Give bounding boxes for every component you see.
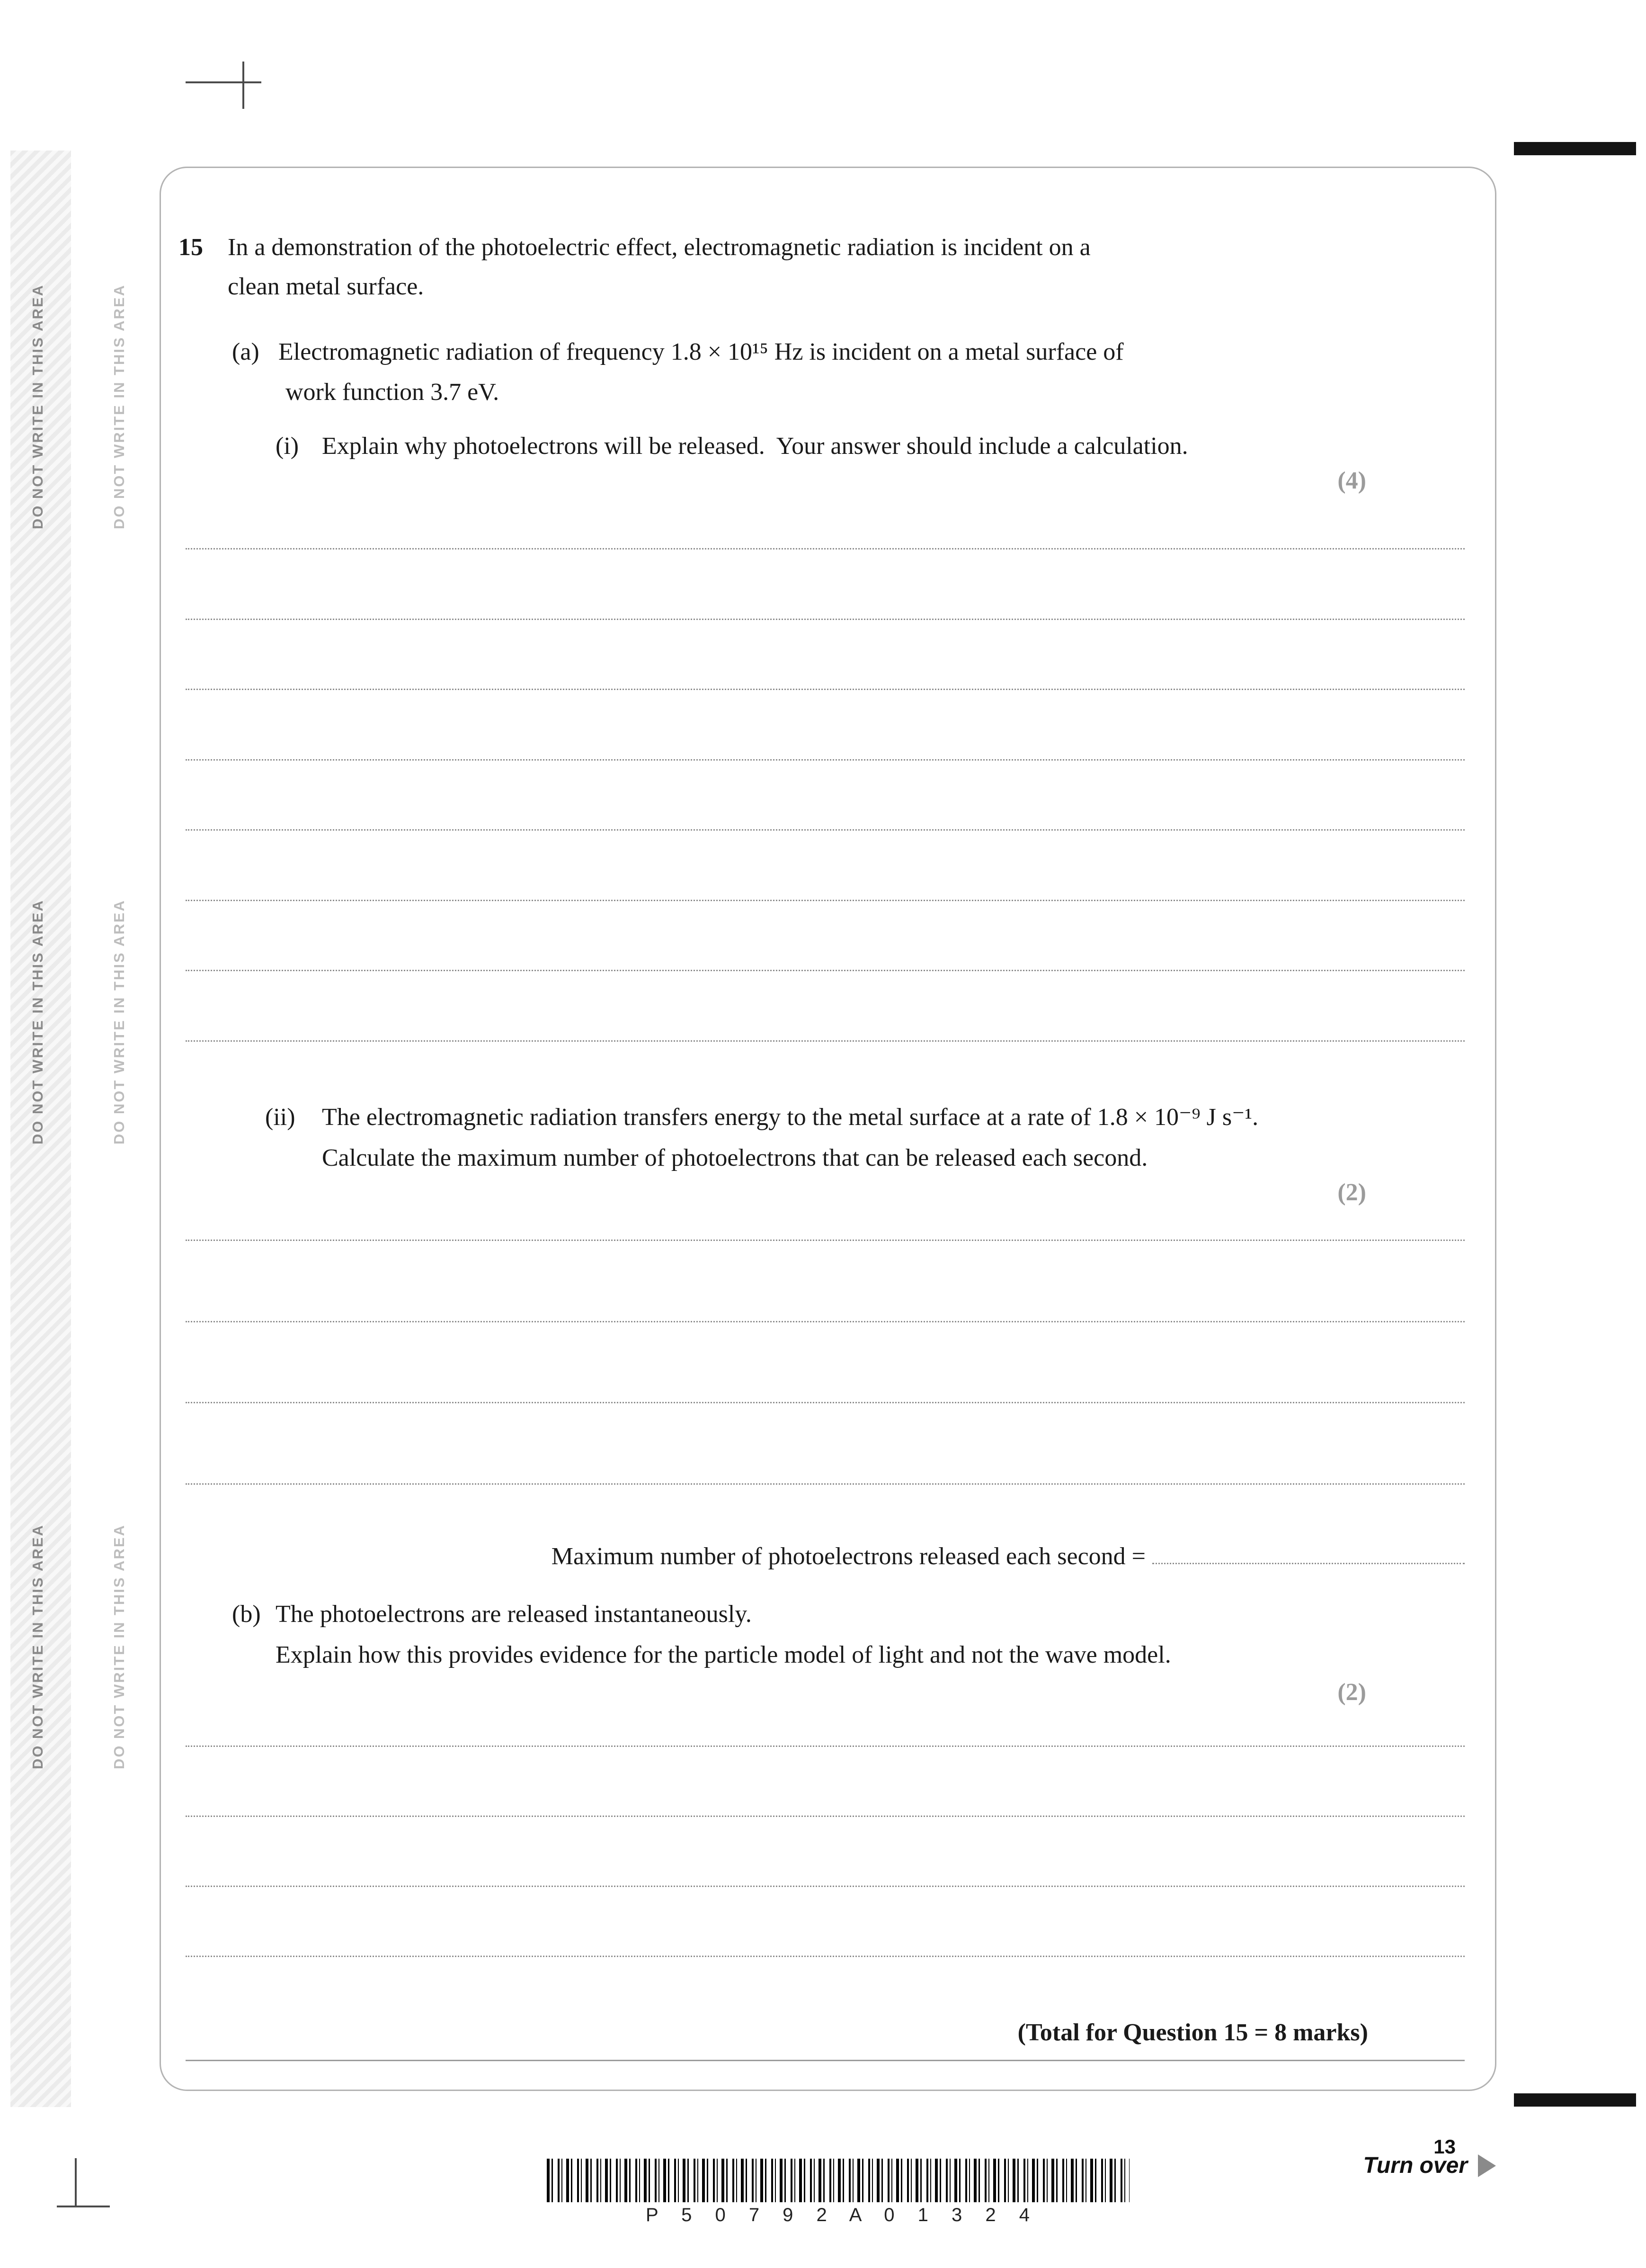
answer-line [186,1040,1465,1042]
registration-bar-bottom-right [1514,2093,1636,2107]
crop-mark-top-left-vertical [242,62,244,109]
part-a-ii-line1: The electromagnetic radiation transfers energy to the metal surface at a rate of 1.8 × 10⁻⁹ J s⁻¹. [322,1104,1259,1131]
part-a-ii-marks: (2) [1337,1179,1366,1206]
crop-mark-bottom-left-horizontal [57,2206,110,2207]
do-not-write-warning: DO NOT WRITE IN THIS AREA [111,284,127,530]
part-a-i-marks: (4) [1337,467,1366,494]
turn-over-label: Turn over [1363,2153,1468,2178]
answer-line [186,759,1465,761]
registration-bar-top-right [1514,142,1636,155]
answer-line [186,1321,1465,1322]
do-not-write-warning: DO NOT WRITE IN THIS AREA [29,1524,46,1770]
question-intro-line2: clean metal surface. [228,273,424,300]
answer-line [186,1956,1465,1957]
answer-line [186,1240,1465,1241]
answer-line [186,829,1465,831]
answer-line [186,1816,1465,1817]
do-not-write-warning: DO NOT WRITE IN THIS AREA [29,284,46,530]
question-total-marks: (Total for Question 15 = 8 marks) [1017,2019,1368,2046]
answer-line [186,900,1465,901]
answer-equals-dotted-line [1152,1538,1465,1564]
crop-mark-top-left-horizontal [186,81,261,83]
answer-line [186,548,1465,549]
question-intro-line1: In a demonstration of the photoelectric effect, electromagnetic radiation is incident on a [228,234,1091,261]
part-a-line2: work function 3.7 eV. [285,379,499,406]
part-a-ii-line2: Calculate the maximum number of photoelectrons that can be released each second. [322,1144,1148,1171]
question-number: 15 [178,234,203,261]
answer-line [186,1745,1465,1747]
turn-over-row [1363,2153,1496,2179]
part-b-label: (b) [232,1601,261,1628]
turn-over-arrow-icon [1478,2154,1496,2177]
part-b-marks: (2) [1337,1679,1366,1706]
part-b-line1: The photoelectrons are released instantaneously. [276,1601,752,1628]
do-not-write-warning: DO NOT WRITE IN THIS AREA [111,899,127,1145]
page-number: 13 [1433,2135,1456,2158]
barcode [547,2159,1130,2202]
answer-line [186,1886,1465,1887]
total-underline [186,2060,1465,2061]
do-not-write-warning: DO NOT WRITE IN THIS AREA [111,1524,127,1770]
part-a-ii-label: (ii) [265,1104,295,1131]
barcode-text: P 5 0 7 9 2 A 0 1 3 2 4 [646,2205,1031,2225]
answer-line [186,1483,1465,1485]
do-not-write-warning: DO NOT WRITE IN THIS AREA [29,899,46,1145]
answer-line [186,689,1465,690]
part-b-line2: Explain how this provides evidence for the particle model of light and not the wave model. [276,1641,1171,1668]
answer-equals-label: Maximum number of photoelectrons released each second = [551,1543,1146,1570]
answer-line [186,970,1465,971]
part-a-i-label: (i) [276,433,299,460]
answer-line [186,619,1465,620]
crop-mark-bottom-left-vertical [75,2158,77,2207]
answer-line [186,1402,1465,1403]
answer-equals-row [186,1538,1465,1572]
part-a-i-text: Explain why photoelectrons will be released. Your answer should include a calculation. [322,433,1188,460]
part-a-label: (a) [232,338,259,365]
part-a-line1: Electromagnetic radiation of frequency 1.8 × 10¹⁵ Hz is incident on a metal surface of [278,338,1124,365]
